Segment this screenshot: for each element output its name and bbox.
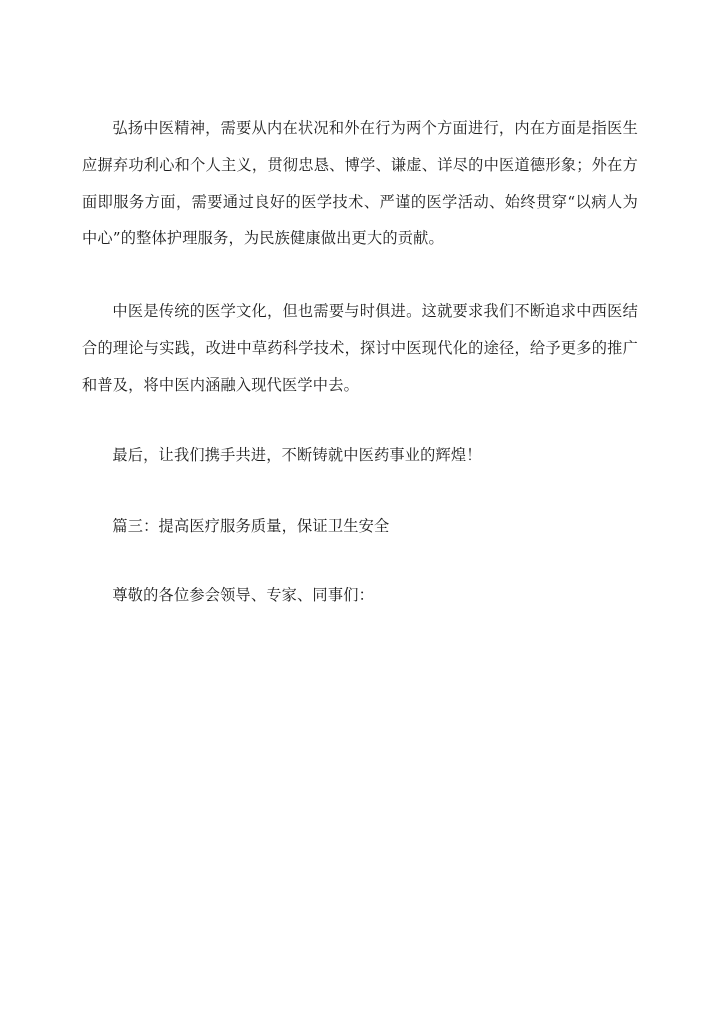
section-heading: 篇三：提高医疗服务质量，保证卫生安全 (112, 517, 390, 536)
document-body (82, 110, 638, 614)
paragraph-spirit: 弘扬中医精神，需要从内在状况和外在行为两个方面进行，内在方面是指医生应摒弃功利心和个人主义，贯彻忠恳、博学、谦虚、详尽的中医道德形象；外在方面即服务方面，需要通过良好的医学技术、严谨的医学活动、始终贯穿“以病人为中心”的整体护理服务，为民族健康做出更大的贡献。 (82, 119, 638, 248)
paragraph-closing: 最后，让我们携手共进，不断铸就中医药事业的辉煌！ (112, 446, 482, 465)
paragraph-salutation: 尊敬的各位参会领导、专家、同事们： (112, 586, 374, 605)
paragraph-spacer (82, 545, 638, 577)
paragraph-modernize: 中医是传统的医学文化，但也需要与时俱进。这就要求我们不断追求中西医结合的理论与实践，改进中草药科学技术，探讨中医现代化的途径，给予更多的推广和普及，将中医内涵融入现代医学中去。 (82, 302, 638, 394)
paragraph-spacer (82, 257, 638, 293)
paragraph-spacer (82, 474, 638, 508)
paragraph-spacer (82, 403, 638, 437)
